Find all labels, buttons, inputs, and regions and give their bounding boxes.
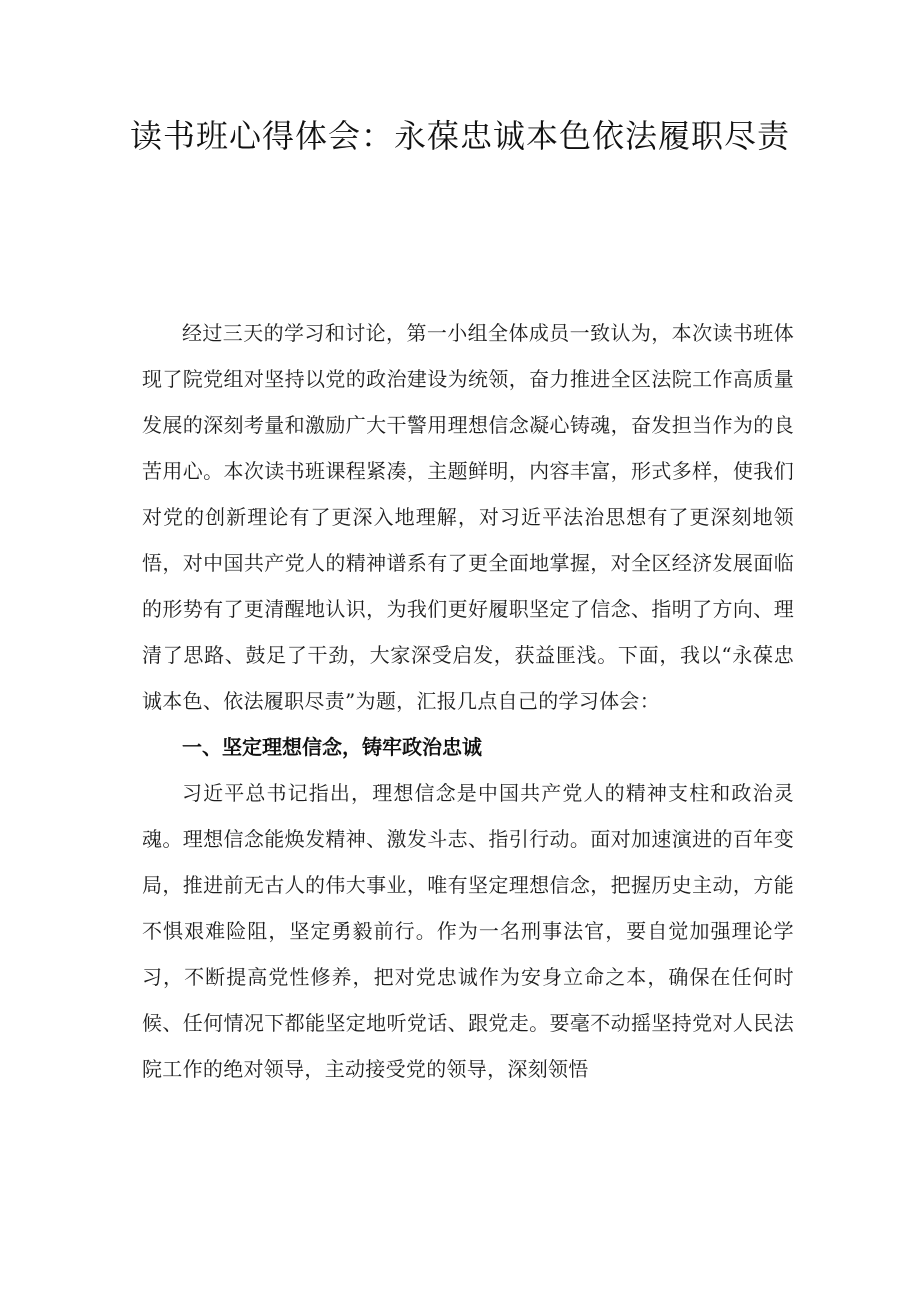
document-title: 读书班心得体会：永葆忠诚本色依法履职尽责 [130, 117, 791, 155]
intro-paragraph: 经过三天的学习和讨论，第一小组全体成员一致认为，本次读书班体现了院党组对坚持以党的政治建设为统领，奋力推进全区法院工作高质量发展的深刻考量和激励广大干警用理想信念凝心铸魂，奋发担当作为的良苦用心。本次读书班课程紧凑，主题鲜明，内容丰富，形式多样，使我们对党的创新理论有了更深入地理解，对习近平法治思想有了更深刻地领悟，对中国共产党人的精神谱系有了更全面地掌握，对全区经济发展面临的形势有了更清醒地认识，为我们更好履职坚定了信念、指明了方向、理清了思路、鼓足了干劲，大家深受启发，获益匪浅。下面，我以“永葆忠诚本色、依法履职尽责”为题，汇报几点自己的学习体会： [142, 321, 794, 713]
document-body [142, 310, 794, 1092]
section-1-paragraph: 习近平总书记指出，理想信念是中国共产党人的精神支柱和政治灵魂。理想信念能焕发精神、激发斗志、指引行动。面对加速演进的百年变局，推进前无古人的伟大事业，唯有坚定理想信念，把握历史主动，方能不惧艰难险阻，坚定勇毅前行。作为一名刑事法官，要自觉加强理论学习，不断提高党性修养，把对党忠诚作为安身立命之本，确保在任何时候、任何情况下都能坚定地听党话、跟党走。要毫不动摇坚持党对人民法院工作的绝对领导，主动接受党的领导，深刻领悟 [142, 781, 794, 1081]
section-1-heading: 一、坚定理想信念，铸牢政治忠诚 [182, 735, 482, 759]
